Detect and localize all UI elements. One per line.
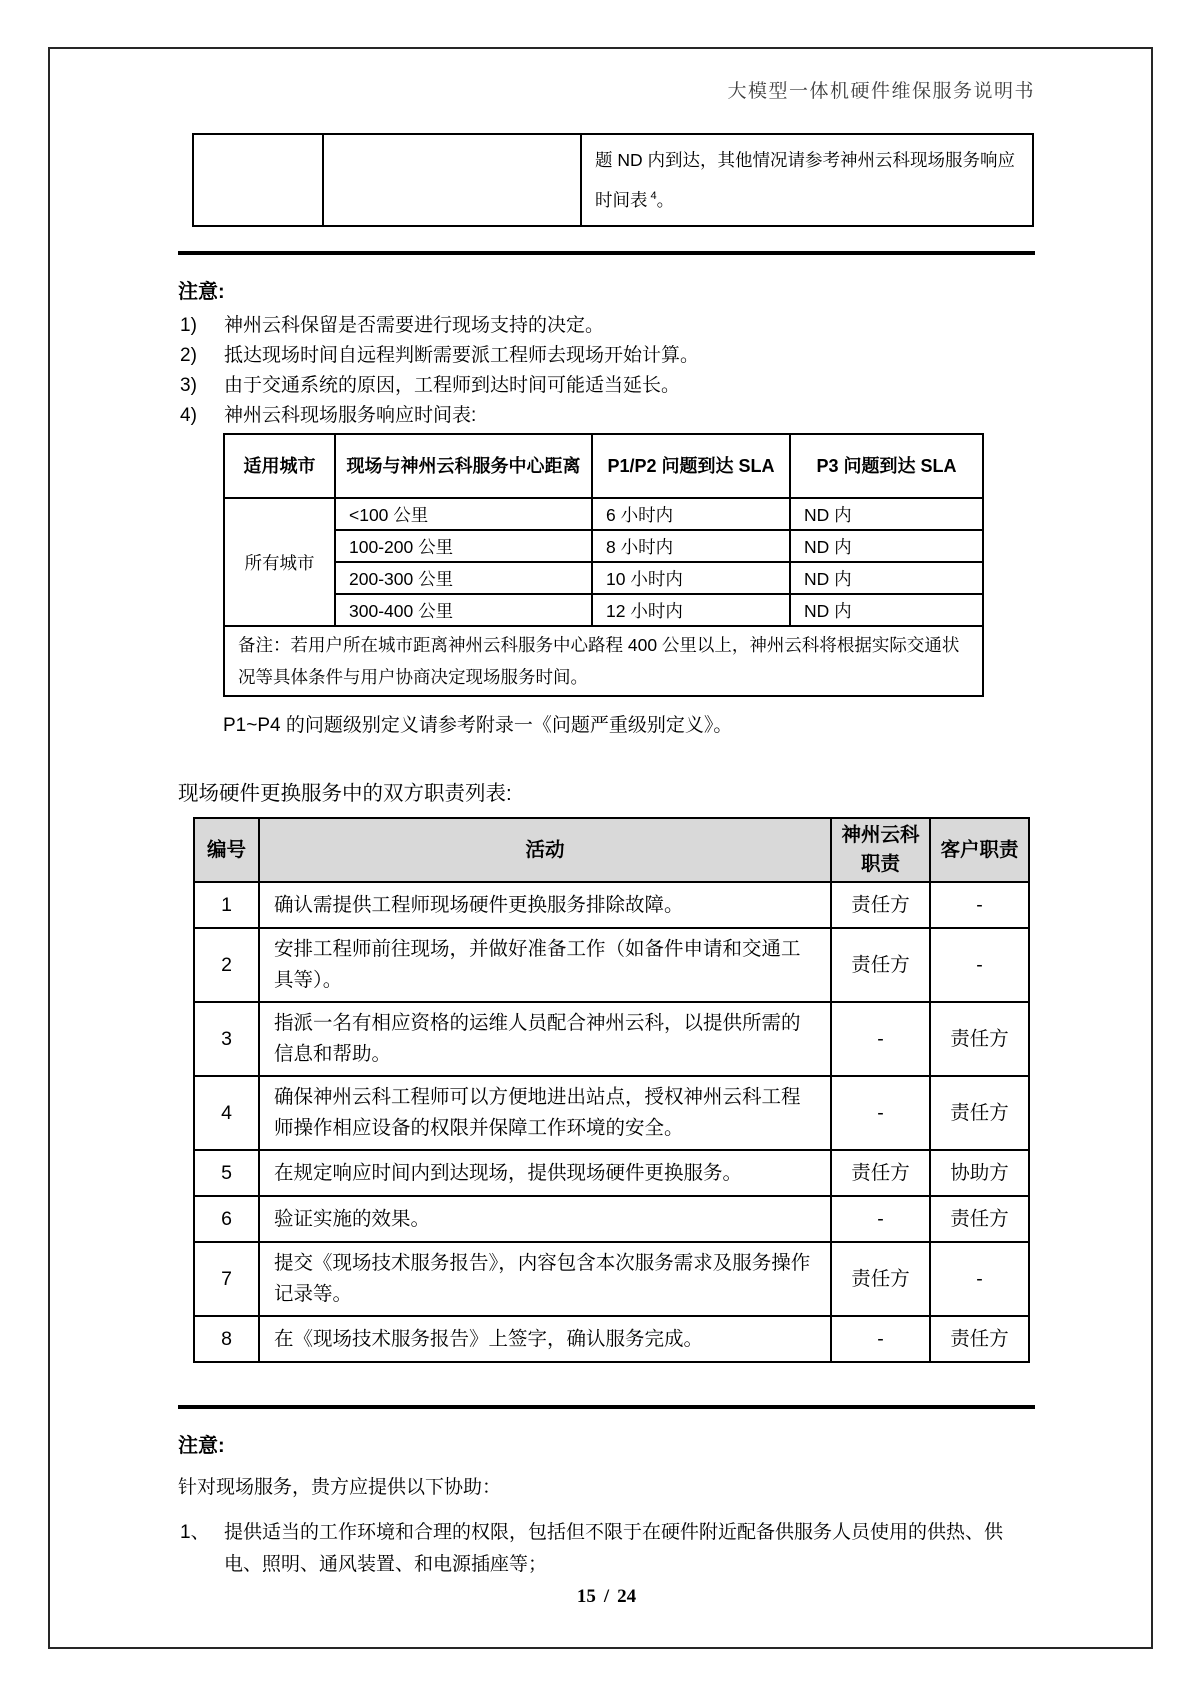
p1p2-sla-cell: 6 小时内 (592, 498, 790, 530)
p1p4-definition-note: P1~P4 的问题级别定义请参考附录一《问题严重级别定义》。 (223, 715, 733, 736)
table-row (194, 1316, 1029, 1362)
column-header: 现场与神州云科服务中心距离 (335, 434, 592, 498)
customer-duty-cell: 责任方 (930, 1002, 1029, 1076)
distance-cell: 100-200 公里 (335, 530, 592, 562)
activity-cell: 安排工程师前往现场，并做好准备工作（如备件申请和交通工具等）。 (259, 928, 831, 1002)
empty-cell (323, 134, 581, 226)
table-row (224, 562, 983, 594)
table-row (194, 1002, 1029, 1076)
assist-list (178, 1517, 1035, 1581)
p1p2-sla-cell: 10 小时内 (592, 562, 790, 594)
column-header: 适用城市 (224, 434, 335, 498)
list-text: 神州云科保留是否需要进行现场支持的决定。 (224, 315, 605, 336)
activity-cell: 确认需提供工程师现场硬件更换服务排除故障。 (259, 882, 831, 928)
list-item (178, 341, 1035, 371)
page-number: 15 (576, 1586, 596, 1607)
row-number: 4 (194, 1076, 259, 1150)
table-row (194, 882, 1029, 928)
document-title: 大模型一体机硬件维保服务说明书 (727, 81, 1035, 102)
activity-cell: 验证实施的效果。 (259, 1196, 831, 1242)
list-item (178, 311, 1035, 341)
activity-cell: 在《现场技术服务报告》上签字，确认服务完成。 (259, 1316, 831, 1362)
customer-duty-cell: - (930, 882, 1029, 928)
column-header: 客户职责 (930, 818, 1029, 882)
vendor-duty-cell: 责任方 (831, 1242, 930, 1316)
customer-duty-cell: 协助方 (930, 1150, 1029, 1196)
row-number: 7 (194, 1242, 259, 1316)
table-row (194, 1076, 1029, 1150)
list-text: 由于交通系统的原因，工程师到达时间可能适当延长。 (224, 375, 681, 396)
customer-duty-cell: 责任方 (930, 1316, 1029, 1362)
table-row (194, 1150, 1029, 1196)
list-marker: 1、 (180, 1522, 210, 1543)
table-row (224, 594, 983, 626)
vendor-duty-cell: 责任方 (831, 882, 930, 928)
p3-sla-cell: ND 内 (790, 530, 983, 562)
vendor-duty-cell: - (831, 1316, 930, 1362)
page-footer (178, 1586, 1035, 1608)
row-number: 1 (194, 882, 259, 928)
section-title: 现场硬件更换服务中的双方职责列表: (178, 782, 512, 805)
notes-list (178, 311, 1035, 431)
table-row (194, 1242, 1029, 1316)
activity-cell: 指派一名有相应资格的运维人员配合神州云科，以提供所需的信息和帮助。 (259, 1002, 831, 1076)
city-cell: 所有城市 (224, 498, 335, 626)
p3-sla-cell: ND 内 (790, 594, 983, 626)
table-row (194, 928, 1029, 1002)
table-row (224, 530, 983, 562)
list-text: 抵达现场时间自远程判断需要派工程师去现场开始计算。 (224, 345, 700, 366)
note-heading: 注意: (178, 281, 225, 303)
customer-duty-cell: 责任方 (930, 1196, 1029, 1242)
table-row (194, 1196, 1029, 1242)
list-marker: 3) (180, 375, 197, 396)
list-marker: 1) (180, 315, 197, 336)
note-heading: 注意: (178, 1435, 225, 1457)
page-total: 24 (617, 1586, 637, 1607)
sla-continuation-table (192, 133, 1034, 227)
footnote-superscript: 4 (650, 190, 657, 203)
sla-continuation-text (581, 134, 1033, 226)
list-marker: 2) (180, 345, 197, 366)
p3-sla-cell: ND 内 (790, 498, 983, 530)
customer-duty-cell: 责任方 (930, 1076, 1029, 1150)
customer-duty-cell: - (930, 928, 1029, 1002)
list-text: 提供适当的工作环境和合理的权限，包括但不限于在硬件附近配备供服务人员使用的供热、供电、照明、通风装置、和电源插座等； (224, 1522, 1004, 1575)
cell-text: 题 ND 内到达，其他情况请参考神州云科现场服务响应时间表 (595, 150, 1015, 210)
distance-cell: <100 公里 (335, 498, 592, 530)
distance-cell: 300-400 公里 (335, 594, 592, 626)
table-row (224, 498, 983, 530)
responsibilities-table (193, 817, 1030, 1363)
document-header (178, 76, 1035, 100)
vendor-duty-cell: - (831, 1076, 930, 1150)
column-header: 编号 (194, 818, 259, 882)
assist-intro: 针对现场服务，贵方应提供以下协助： (178, 1477, 502, 1498)
column-header: 神州云科职责 (831, 818, 930, 882)
list-item (178, 401, 1035, 431)
page-separator: / (603, 1586, 610, 1607)
response-time-table (223, 433, 984, 697)
row-number: 8 (194, 1316, 259, 1362)
empty-cell (193, 134, 323, 226)
activity-cell: 在规定响应时间内到达现场，提供现场硬件更换服务。 (259, 1150, 831, 1196)
table-note-cell: 备注：若用户所在城市距离神州云科服务中心路程 400 公里以上，神州云科将根据实际交通状况等具体条件与用户协商决定现场服务时间。 (224, 626, 983, 696)
p1p2-sla-cell: 12 小时内 (592, 594, 790, 626)
row-number: 6 (194, 1196, 259, 1242)
p3-sla-cell: ND 内 (790, 562, 983, 594)
list-text: 神州云科现场服务响应时间表: (224, 405, 477, 426)
cell-text-tail: 。 (656, 189, 675, 210)
column-header: 活动 (259, 818, 831, 882)
page-content (178, 76, 1035, 1581)
list-marker: 4) (180, 405, 197, 426)
column-header: P3 问题到达 SLA (790, 434, 983, 498)
column-header: P1/P2 问题到达 SLA (592, 434, 790, 498)
distance-cell: 200-300 公里 (335, 562, 592, 594)
activity-cell: 提交《现场技术服务报告》，内容包含本次服务需求及服务操作记录等。 (259, 1242, 831, 1316)
table-row (193, 134, 1033, 226)
table-header-row (224, 434, 983, 498)
vendor-duty-cell: 责任方 (831, 1150, 930, 1196)
section-divider (178, 251, 1035, 255)
table-note-row (224, 626, 983, 696)
list-item (178, 371, 1035, 401)
section-divider (178, 1405, 1035, 1409)
list-item (178, 1517, 1035, 1581)
row-number: 5 (194, 1150, 259, 1196)
activity-cell: 确保神州云科工程师可以方便地进出站点，授权神州云科工程师操作相应设备的权限并保障工作环境的安全。 (259, 1076, 831, 1150)
vendor-duty-cell: - (831, 1196, 930, 1242)
row-number: 2 (194, 928, 259, 1002)
customer-duty-cell: - (930, 1242, 1029, 1316)
vendor-duty-cell: 责任方 (831, 928, 930, 1002)
p1p2-sla-cell: 8 小时内 (592, 530, 790, 562)
vendor-duty-cell: - (831, 1002, 930, 1076)
table-header-row (194, 818, 1029, 882)
row-number: 3 (194, 1002, 259, 1076)
